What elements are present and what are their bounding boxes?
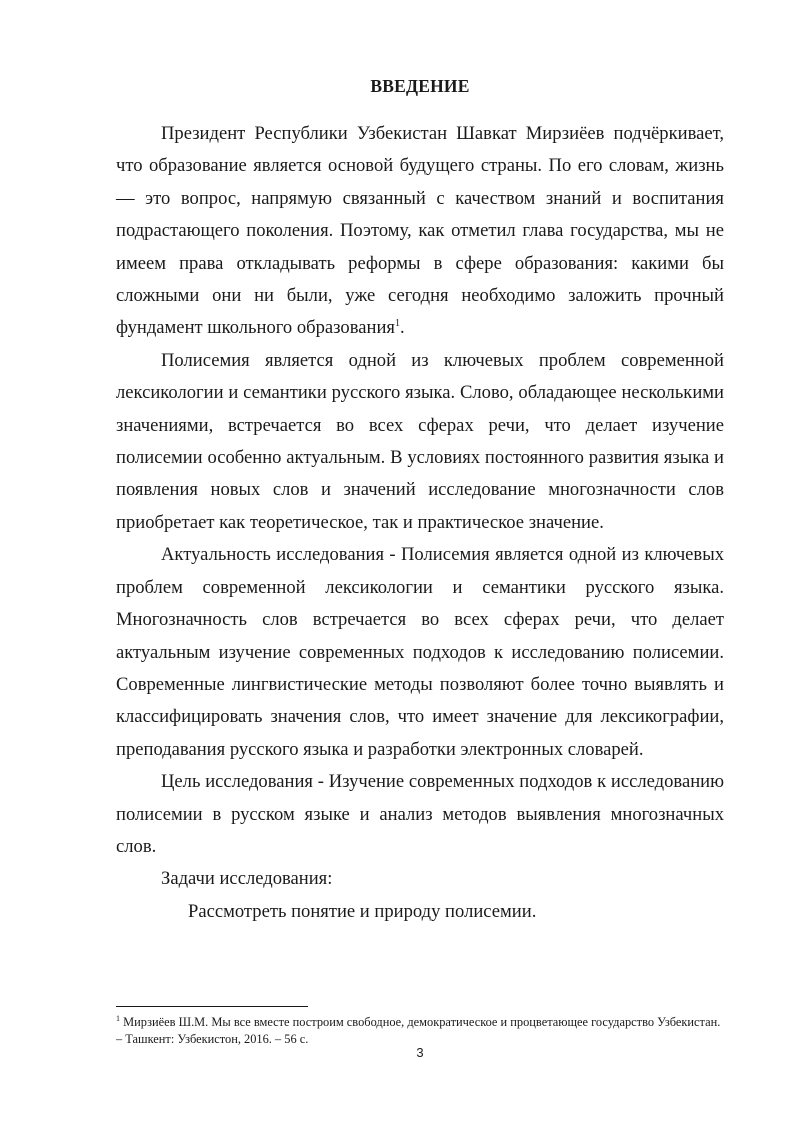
page-number: 3 bbox=[416, 1045, 424, 1060]
paragraph-polysemy: Полисемия является одной из ключевых проблем современной лексикологии и семантики русского языка. Слово, обладающее несколькими значениями, встречается во всех сферах речи, что делает изучение полисемии особенно актуальным. В условиях постоянного развития языка и появления новых слов и значений исследование многозначности слов приобретает как теоретическое, так и практическое значение. bbox=[116, 349, 724, 533]
document-body bbox=[116, 118, 724, 928]
paragraph-tasks-heading: Задачи исследования: bbox=[161, 868, 333, 890]
paragraph-relevance: Актуальность исследования - Полисемия является одной из ключевых проблем современной лексикологии и семантики русского языка. Многозначность слов встречается во всех сферах речи, что делает актуальным изучение современных подходов к исследованию полисемии. Современные лингвистические методы позволяют более точно выявлять и классифицировать значения слов, что имеет значение для лексикографии, преподавания русского языка и разработки электронных словарей. bbox=[116, 544, 724, 760]
footnote-reference[interactable]: 1 bbox=[394, 318, 400, 330]
task-list-item: Рассмотреть понятие и природу полисемии. bbox=[188, 900, 537, 922]
paragraph-goal: Цель исследования - Изучение современных подходов к исследованию полисемии в русском языке и анализ методов выявления многозначных слов. bbox=[116, 771, 724, 857]
paragraph-end-punctuation: . bbox=[399, 317, 405, 339]
footnote-divider bbox=[116, 1006, 308, 1007]
footnote bbox=[116, 1014, 724, 1048]
footnote-mark: 1 bbox=[116, 1013, 120, 1023]
paragraph-president-quote bbox=[116, 118, 724, 345]
paragraph-text: Президент Республики Узбекистан Шавкат Мирзиёев подчёркивает, что образование является основой будущего страны. По его словам, жизнь — это вопрос, напрямую связанный с качеством знаний и воспитания подрастающего поколения. Поэтому, как отметил глава государства, мы не имеем права откладывать реформы в сфере образования: какими бы сложными они ни были, уже сегодня необходимо заложить прочный фундамент школьного образования bbox=[116, 123, 724, 339]
page-title: ВВЕДЕНИЕ bbox=[370, 76, 470, 96]
footnote-text: Мирзиёев Ш.М. Мы все вместе построим свободное, демократическое и процветающее государство Узбекистан. – Ташкент: Узбекистон, 2016. – 56 с. bbox=[116, 1015, 721, 1046]
